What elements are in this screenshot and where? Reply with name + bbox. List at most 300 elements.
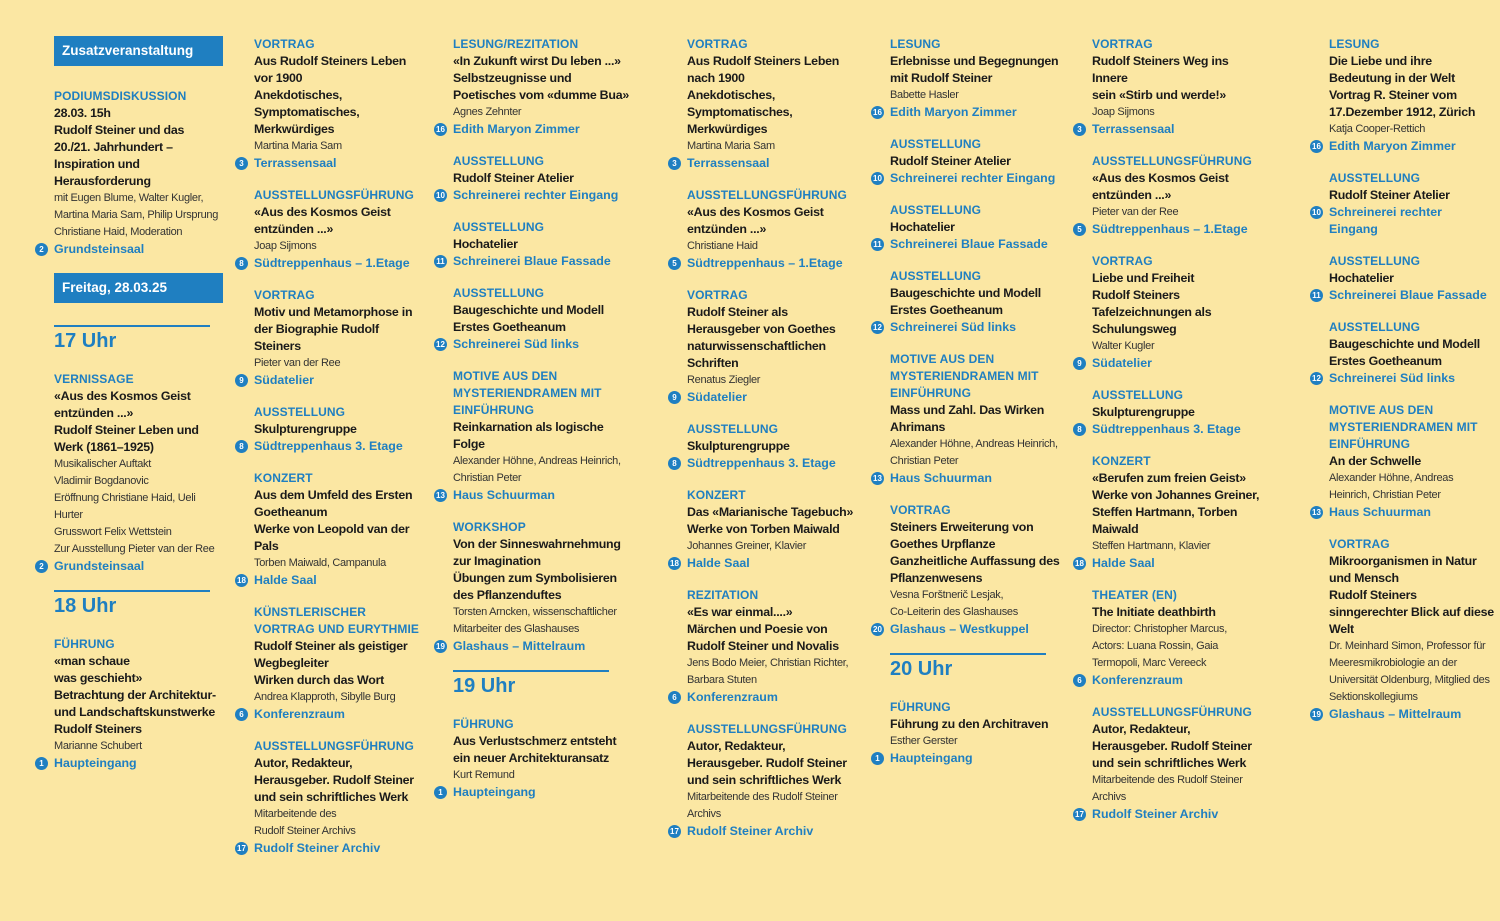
event-location	[875, 750, 1068, 767]
event-title: Autor, Redakteur, Herausgeber. Rudolf Steiner und sein schriftliches Werk	[254, 756, 414, 804]
event-location	[1312, 504, 1494, 521]
event-block	[39, 88, 219, 258]
location-number-badge: 1	[35, 757, 48, 770]
location-name: Terrassensaal	[1092, 122, 1175, 136]
location-number-badge: 8	[1073, 423, 1086, 436]
event-block	[438, 716, 633, 801]
location-name: Halde Saal	[254, 573, 317, 587]
event-location	[873, 104, 1068, 121]
location-number-badge: 18	[235, 574, 248, 587]
location-name: Rudolf Steiner Archiv	[687, 824, 814, 838]
location-name: Grundsteinsaal	[54, 242, 145, 256]
event-title: «Aus des Kosmos Geist entzünden ...»	[254, 205, 391, 236]
location-name: Konferenzraum	[687, 690, 778, 704]
event-category: WORKSHOP	[453, 520, 526, 534]
event-block	[672, 36, 863, 172]
location-name: Rudolf Steiner Archiv	[1092, 807, 1219, 821]
location-name: Edith Maryon Zimmer	[453, 122, 580, 136]
event-people: mit Eugen Blume, Walter Kugler, Martina Maria Sam, Philip Ursprung Christiane Haid, Moderation	[54, 192, 219, 238]
location-number-badge: 16	[434, 123, 447, 136]
event-category: AUSSTELLUNGSFÜHRUNG	[254, 739, 414, 753]
event-category: VORTRAG	[687, 37, 748, 51]
location-name: Haupteingang	[890, 751, 973, 765]
event-title: Autor, Redakteur, Herausgeber. Rudolf Steiner und sein schriftliches Werk	[687, 739, 847, 787]
event-title: «Aus des Kosmos Geist entzünden ...» Rudolf Steiner Leben und Werk (1861–1925)	[54, 389, 199, 454]
event-block	[1077, 36, 1264, 138]
location-name: Südtreppenhaus – 1.Etage	[687, 256, 843, 270]
event-title: «Es war einmal....» Märchen und Poesie von Rudolf Steiner und Novalis	[687, 605, 839, 653]
location-number-badge: 8	[235, 440, 248, 453]
event-title: Liebe und Freiheit Rudolf Steiners Tafelzeichnungen als Schulungsweg	[1092, 271, 1212, 336]
event-location	[1312, 287, 1494, 304]
event-location	[1312, 204, 1494, 238]
location-name: Südtreppenhaus – 1.Etage	[1092, 222, 1248, 236]
location-name: Glashaus – Westkuppel	[890, 622, 1029, 636]
event-people: Walter Kugler	[1092, 340, 1155, 352]
event-location	[1077, 221, 1264, 238]
event-category: AUSSTELLUNG	[890, 203, 982, 217]
event-category: VORTRAG	[890, 503, 951, 517]
event-title: Führung zu den Architraven	[890, 717, 1049, 731]
time-heading: 20 Uhr	[890, 653, 1046, 691]
event-location	[239, 255, 426, 272]
event-people: Joap Sijmons	[1092, 106, 1155, 118]
location-name: Glashaus – Mittelraum	[453, 639, 586, 653]
location-name: Rudolf Steiner Archiv	[254, 841, 381, 855]
section-header: Freitag, 28.03.25	[54, 273, 223, 303]
event-block	[670, 487, 863, 572]
location-name: Terrassensaal	[254, 156, 337, 170]
event-title: Steiners Erweiterung von Goethes Urpflanze Ganzheitliche Auffassung des Pflanzenwesens	[890, 520, 1060, 585]
event-title: Das «Marianische Tagebuch» Werke von Torben Maiwald	[687, 505, 854, 536]
event-title: An der Schwelle	[1329, 454, 1421, 468]
event-people: Joap Sijmons	[254, 240, 317, 252]
location-number-badge: 3	[1073, 123, 1086, 136]
event-location	[1075, 555, 1264, 572]
event-location	[436, 187, 633, 204]
event-block	[672, 421, 863, 472]
location-number-badge: 6	[668, 691, 681, 704]
column-7	[1312, 36, 1494, 738]
event-location	[672, 155, 863, 172]
event-location	[873, 319, 1068, 336]
event-title: The Initiate deathbirth	[1092, 605, 1216, 619]
event-title: Hochatelier	[1329, 271, 1394, 285]
event-block	[672, 287, 863, 406]
event-block	[436, 368, 633, 504]
event-people: Alexander Höhne, Andreas Heinrich, Christian Peter	[890, 438, 1058, 467]
event-title: Rudolf Steiners Weg ins Innere sein «Stirb und werde!»	[1092, 54, 1229, 102]
event-people: Pieter van der Ree	[1092, 206, 1179, 218]
event-location	[1077, 421, 1264, 438]
event-category: AUSSTELLUNG	[1092, 388, 1184, 402]
event-category: VORTRAG	[1329, 537, 1390, 551]
event-title: Skulpturengruppe	[687, 439, 790, 453]
event-location	[237, 840, 426, 857]
location-number-badge: 3	[235, 157, 248, 170]
event-people: Johannes Greiner, Klavier	[687, 540, 807, 552]
location-number-badge: 12	[434, 338, 447, 351]
event-block	[873, 36, 1068, 121]
location-number-badge: 3	[668, 157, 681, 170]
location-name: Schreinerei rechter Eingang	[453, 188, 619, 202]
column-1	[39, 36, 219, 787]
event-title: 28.03. 15h Rudolf Steiner und das 20./21. Jahrhundert – Inspiration und Herausforderung	[54, 106, 185, 188]
event-title: Rudolf Steiner Atelier	[1329, 188, 1450, 202]
event-location	[1312, 370, 1494, 387]
location-name: Konferenzraum	[1092, 673, 1183, 687]
event-people: Marianne Schubert	[54, 740, 142, 752]
section-header: Zusatzveranstaltung	[54, 36, 223, 66]
event-title: «In Zukunft wirst Du leben ...» Selbstzeugnisse und Poetisches vom «dumme Bua»	[453, 54, 629, 102]
event-location	[672, 689, 863, 706]
location-name: Haus Schuurman	[453, 488, 555, 502]
location-number-badge: 13	[434, 489, 447, 502]
event-title: Aus Rudolf Steiners Leben vor 1900 Anekdotisches, Symptomatisches, Merkwürdiges	[254, 54, 407, 136]
event-block	[1077, 253, 1264, 372]
event-block	[1077, 153, 1264, 238]
event-title: Baugeschichte und Modell Erstes Goetheanum	[453, 303, 604, 334]
event-location	[672, 389, 863, 406]
event-block	[670, 721, 863, 840]
event-category: THEATER (EN)	[1092, 588, 1177, 602]
location-name: Glashaus – Mittelraum	[1329, 707, 1462, 721]
event-people: Alexander Höhne, Andreas Heinrich, Christian Peter	[453, 455, 621, 484]
event-people: Dr. Meinhard Simon, Professor für Meeresmikrobiologie an der Universität Oldenburg, Mitglied des Sektionskollegiums	[1329, 640, 1490, 703]
event-category: VORTRAG	[1092, 37, 1153, 51]
location-number-badge: 17	[668, 825, 681, 838]
event-block	[1312, 170, 1494, 238]
event-block	[436, 153, 633, 204]
event-category: AUSSTELLUNGSFÜHRUNG	[687, 722, 847, 736]
event-category: LESUNG	[1329, 37, 1380, 51]
event-people: Renatus Ziegler	[687, 374, 761, 386]
location-number-badge: 13	[871, 472, 884, 485]
location-number-badge: 6	[235, 708, 248, 721]
column-4	[670, 36, 863, 855]
event-title: Aus Verlustschmerz entsteht ein neuer Architekturansatz	[453, 734, 617, 765]
location-number-badge: 9	[235, 374, 248, 387]
location-number-badge: 10	[871, 172, 884, 185]
event-location	[39, 558, 219, 575]
location-number-badge: 19	[1310, 708, 1323, 721]
event-location	[1077, 355, 1264, 372]
time-heading: 17 Uhr	[54, 325, 210, 363]
event-title: Mikroorganismen in Natur und Mensch Rudolf Steiners sinngerechter Blick auf diese Welt	[1329, 554, 1494, 636]
event-title: Rudolf Steiner als geistiger Wegbegleiter Wirken durch das Wort	[254, 639, 408, 687]
event-people: Torben Maiwald, Campanula	[254, 557, 386, 569]
location-name: Schreinerei Süd links	[1329, 371, 1456, 385]
event-category: AUSSTELLUNG	[453, 154, 545, 168]
event-title: Skulpturengruppe	[1092, 405, 1195, 419]
column-6	[1075, 36, 1264, 838]
event-block	[237, 738, 426, 857]
location-number-badge: 17	[235, 842, 248, 855]
event-title: Baugeschichte und Modell Erstes Goetheanum	[1329, 337, 1480, 368]
event-block	[873, 268, 1068, 336]
event-category: AUSSTELLUNG	[890, 137, 982, 151]
event-location	[672, 455, 863, 472]
event-block	[239, 404, 426, 455]
event-block	[672, 187, 863, 272]
event-category: LESUNG/REZITATION	[453, 37, 579, 51]
event-location	[438, 784, 633, 801]
location-number-badge: 11	[434, 255, 447, 268]
location-number-badge: 12	[871, 321, 884, 334]
location-number-badge: 8	[668, 457, 681, 470]
location-number-badge: 10	[434, 189, 447, 202]
event-block	[239, 604, 426, 723]
event-people: Katja Cooper-Rettich	[1329, 123, 1426, 135]
event-location	[670, 555, 863, 572]
event-people: Mitarbeitende des Rudolf Steiner Archivs	[1092, 774, 1243, 803]
location-name: Südatelier	[687, 390, 747, 404]
location-number-badge: 10	[1310, 206, 1323, 219]
event-location	[436, 638, 633, 655]
event-block	[39, 371, 219, 575]
event-people: Esther Gerster	[890, 735, 958, 747]
location-name: Schreinerei rechter Eingang	[890, 171, 1056, 185]
event-title: Autor, Redakteur, Herausgeber. Rudolf Steiner und sein schriftliches Werk	[1092, 722, 1252, 770]
event-category: KÜNSTLERISCHER VORTRAG UND EURYTHMIE	[254, 605, 419, 636]
event-title: Rudolf Steiner als Herausgeber von Goethes naturwissenschaftlichen Schriften	[687, 305, 836, 370]
event-block	[436, 519, 633, 655]
location-name: Haupteingang	[453, 785, 536, 799]
event-location	[436, 487, 633, 504]
event-block	[1312, 253, 1494, 304]
location-number-badge: 20	[871, 623, 884, 636]
event-category: KONZERT	[254, 471, 313, 485]
event-block	[239, 287, 426, 389]
event-people: Pieter van der Ree	[254, 357, 341, 369]
event-location	[39, 241, 219, 258]
event-category: AUSSTELLUNGSFÜHRUNG	[1092, 705, 1252, 719]
event-category: AUSSTELLUNGSFÜHRUNG	[1092, 154, 1252, 168]
event-title: Baugeschichte und Modell Erstes Goetheanum	[890, 286, 1041, 317]
event-category: AUSSTELLUNGSFÜHRUNG	[687, 188, 847, 202]
event-category: AUSSTELLUNG	[1329, 171, 1421, 185]
event-location	[873, 470, 1068, 487]
event-title: Mass und Zahl. Das Wirken Ahrimans	[890, 403, 1045, 434]
location-number-badge: 11	[871, 238, 884, 251]
location-number-badge: 9	[1073, 357, 1086, 370]
event-location	[436, 253, 633, 270]
event-category: AUSSTELLUNG	[1329, 254, 1421, 268]
event-block	[1312, 402, 1494, 521]
time-heading: 19 Uhr	[453, 670, 609, 708]
location-name: Schreinerei rechter Eingang	[1329, 205, 1442, 236]
event-title: «man schaue was geschieht» Betrachtung der Architektur- und Landschaftskunstwerke Rudolf Steiners	[54, 654, 216, 736]
event-title: «Aus des Kosmos Geist entzünden ...»	[1092, 171, 1229, 202]
event-block	[1077, 587, 1264, 689]
event-people: Christiane Haid	[687, 240, 758, 252]
event-location	[239, 155, 426, 172]
location-name: Südtreppenhaus 3. Etage	[254, 439, 403, 453]
event-location	[1077, 672, 1264, 689]
event-category: VORTRAG	[1092, 254, 1153, 268]
location-name: Halde Saal	[687, 556, 750, 570]
event-location	[1312, 138, 1494, 155]
location-number-badge: 11	[1310, 289, 1323, 302]
event-title: Skulpturengruppe	[254, 422, 357, 436]
event-people: Andrea Klapproth, Sibylle Burg	[254, 691, 396, 703]
location-number-badge: 1	[434, 786, 447, 799]
event-category: KONZERT	[1092, 454, 1151, 468]
event-block	[873, 502, 1068, 638]
event-block	[1312, 36, 1494, 155]
event-location	[670, 823, 863, 840]
event-category: AUSSTELLUNG	[890, 269, 982, 283]
event-title: «Berufen zum freien Geist» Werke von Johannes Greiner, Steffen Hartmann, Torben Maiwald	[1092, 471, 1260, 536]
column-5	[873, 36, 1068, 782]
event-block	[1075, 453, 1264, 572]
event-block	[672, 587, 863, 706]
event-people: Mitarbeitende des Rudolf Steiner Archivs	[254, 808, 356, 837]
event-location	[1312, 706, 1494, 723]
event-title: Die Liebe und ihre Bedeutung in der Welt Vortrag R. Steiner vom 17.Dezember 1912, Zürich	[1329, 54, 1476, 119]
event-title: Aus dem Umfeld des Ersten Goetheanum Werke von Leopold van der Pals	[254, 488, 413, 553]
event-title: Von der Sinneswahrnehmung zur Imagination Übungen zum Symbolisieren des Pflanzenduftes	[453, 537, 621, 602]
event-category: LESUNG	[890, 37, 941, 51]
location-name: Schreinerei Süd links	[890, 320, 1017, 334]
event-title: Rudolf Steiner Atelier	[453, 171, 574, 185]
event-block	[873, 202, 1068, 253]
event-category: VORTRAG	[254, 37, 315, 51]
event-category: AUSSTELLUNGSFÜHRUNG	[254, 188, 414, 202]
event-location	[239, 372, 426, 389]
event-category: MOTIVE AUS DEN MYSTERIENDRAMEN MIT EINFÜHRUNG	[1329, 403, 1478, 451]
event-location	[873, 170, 1068, 187]
location-name: Schreinerei Blaue Fassade	[890, 237, 1048, 251]
event-category: MOTIVE AUS DEN MYSTERIENDRAMEN MIT EINFÜHRUNG	[890, 352, 1039, 400]
location-name: Südtreppenhaus 3. Etage	[687, 456, 836, 470]
event-people: Director: Christopher Marcus, Actors: Luana Rossin, Gaia Termopoli, Marc Vereeck	[1092, 623, 1227, 669]
time-heading: 18 Uhr	[54, 590, 210, 628]
event-location	[237, 572, 426, 589]
event-title: Reinkarnation als logische Folge	[453, 420, 604, 451]
event-location	[436, 336, 633, 353]
event-people: Musikalischer Auftakt Vladimir Bogdanovic Eröffnung Christiane Haid, Ueli Hurter Grusswort Felix Wettstein Zur Ausstellung Pieter van der Ree	[54, 458, 215, 555]
event-category: AUSSTELLUNG	[254, 405, 346, 419]
event-location	[239, 438, 426, 455]
event-block	[873, 136, 1068, 187]
event-block	[239, 36, 426, 172]
event-title: Rudolf Steiner Atelier	[890, 154, 1011, 168]
event-title: Hochatelier	[890, 220, 955, 234]
location-name: Schreinerei Blaue Fassade	[1329, 288, 1487, 302]
location-name: Terrassensaal	[687, 156, 770, 170]
column-2	[237, 36, 426, 872]
event-people: Babette Hasler	[890, 89, 959, 101]
event-category: AUSSTELLUNG	[453, 220, 545, 234]
event-people: Alexander Höhne, Andreas Heinrich, Christian Peter	[1329, 472, 1454, 501]
event-category: REZITATION	[687, 588, 759, 602]
event-block	[436, 219, 633, 270]
event-title: Erlebnisse und Begegnungen mit Rudolf Steiner	[890, 54, 1059, 85]
event-location	[873, 236, 1068, 253]
event-block	[237, 470, 426, 589]
event-block	[873, 351, 1068, 487]
event-category: MOTIVE AUS DEN MYSTERIENDRAMEN MIT EINFÜHRUNG	[453, 369, 602, 417]
location-name: Halde Saal	[1092, 556, 1155, 570]
location-name: Schreinerei Süd links	[453, 337, 580, 351]
event-block	[875, 699, 1068, 767]
event-title: Motiv und Metamorphose in der Biographie Rudolf Steiners	[254, 305, 413, 353]
location-number-badge: 2	[35, 560, 48, 573]
event-people: Vesna Forštnerič Lesjak, Co-Leiterin des Glashauses	[890, 589, 1018, 618]
location-name: Grundsteinsaal	[54, 559, 145, 573]
event-block	[39, 636, 219, 772]
location-number-badge: 1	[871, 752, 884, 765]
event-block	[436, 36, 633, 138]
event-location	[239, 706, 426, 723]
location-number-badge: 5	[668, 257, 681, 270]
event-location	[436, 121, 633, 138]
location-number-badge: 16	[1310, 140, 1323, 153]
event-title: Hochatelier	[453, 237, 518, 251]
location-name: Südatelier	[254, 373, 314, 387]
event-category: FÜHRUNG	[890, 700, 951, 714]
event-block	[239, 187, 426, 272]
location-name: Haupteingang	[54, 756, 137, 770]
event-people: Steffen Hartmann, Klavier	[1092, 540, 1211, 552]
location-number-badge: 2	[35, 243, 48, 256]
event-category: AUSSTELLUNG	[1329, 320, 1421, 334]
event-people: Jens Bodo Meier, Christian Richter, Barbara Stuten	[687, 657, 849, 686]
event-category: AUSSTELLUNG	[453, 286, 545, 300]
event-people: Agnes Zehnter	[453, 106, 522, 118]
event-location	[873, 621, 1068, 638]
event-people: Kurt Remund	[453, 769, 515, 781]
column-3	[436, 36, 633, 816]
location-number-badge: 12	[1310, 372, 1323, 385]
location-number-badge: 19	[434, 640, 447, 653]
location-name: Haus Schuurman	[1329, 505, 1431, 519]
location-number-badge: 16	[871, 106, 884, 119]
location-number-badge: 9	[668, 391, 681, 404]
location-number-badge: 17	[1073, 808, 1086, 821]
location-name: Südtreppenhaus 3. Etage	[1092, 422, 1241, 436]
event-block	[436, 285, 633, 353]
event-people: Mitarbeitende des Rudolf Steiner Archivs	[687, 791, 838, 820]
event-category: FÜHRUNG	[54, 637, 115, 651]
event-location	[39, 755, 219, 772]
location-name: Südatelier	[1092, 356, 1152, 370]
location-number-badge: 13	[1310, 506, 1323, 519]
event-people: Martina Maria Sam	[687, 140, 775, 152]
event-title: «Aus des Kosmos Geist entzünden ...»	[687, 205, 824, 236]
event-block	[1312, 536, 1494, 723]
event-category: PODIUMSDISKUSSION	[54, 89, 187, 103]
location-number-badge: 5	[1073, 223, 1086, 236]
location-name: Konferenzraum	[254, 707, 345, 721]
event-location	[672, 255, 863, 272]
location-name: Südtreppenhaus – 1.Etage	[254, 256, 410, 270]
event-block	[1075, 704, 1264, 823]
event-category: VORTRAG	[254, 288, 315, 302]
location-number-badge: 8	[235, 257, 248, 270]
event-location	[1077, 121, 1264, 138]
location-name: Haus Schuurman	[890, 471, 992, 485]
event-title: Aus Rudolf Steiners Leben nach 1900 Anekdotisches, Symptomatisches, Merkwürdiges	[687, 54, 840, 136]
event-block	[1312, 319, 1494, 387]
location-name: Schreinerei Blaue Fassade	[453, 254, 611, 268]
event-category: FÜHRUNG	[453, 717, 514, 731]
event-block	[1077, 387, 1264, 438]
event-category: AUSSTELLUNG	[687, 422, 779, 436]
event-people: Martina Maria Sam	[254, 140, 342, 152]
location-name: Edith Maryon Zimmer	[1329, 139, 1456, 153]
